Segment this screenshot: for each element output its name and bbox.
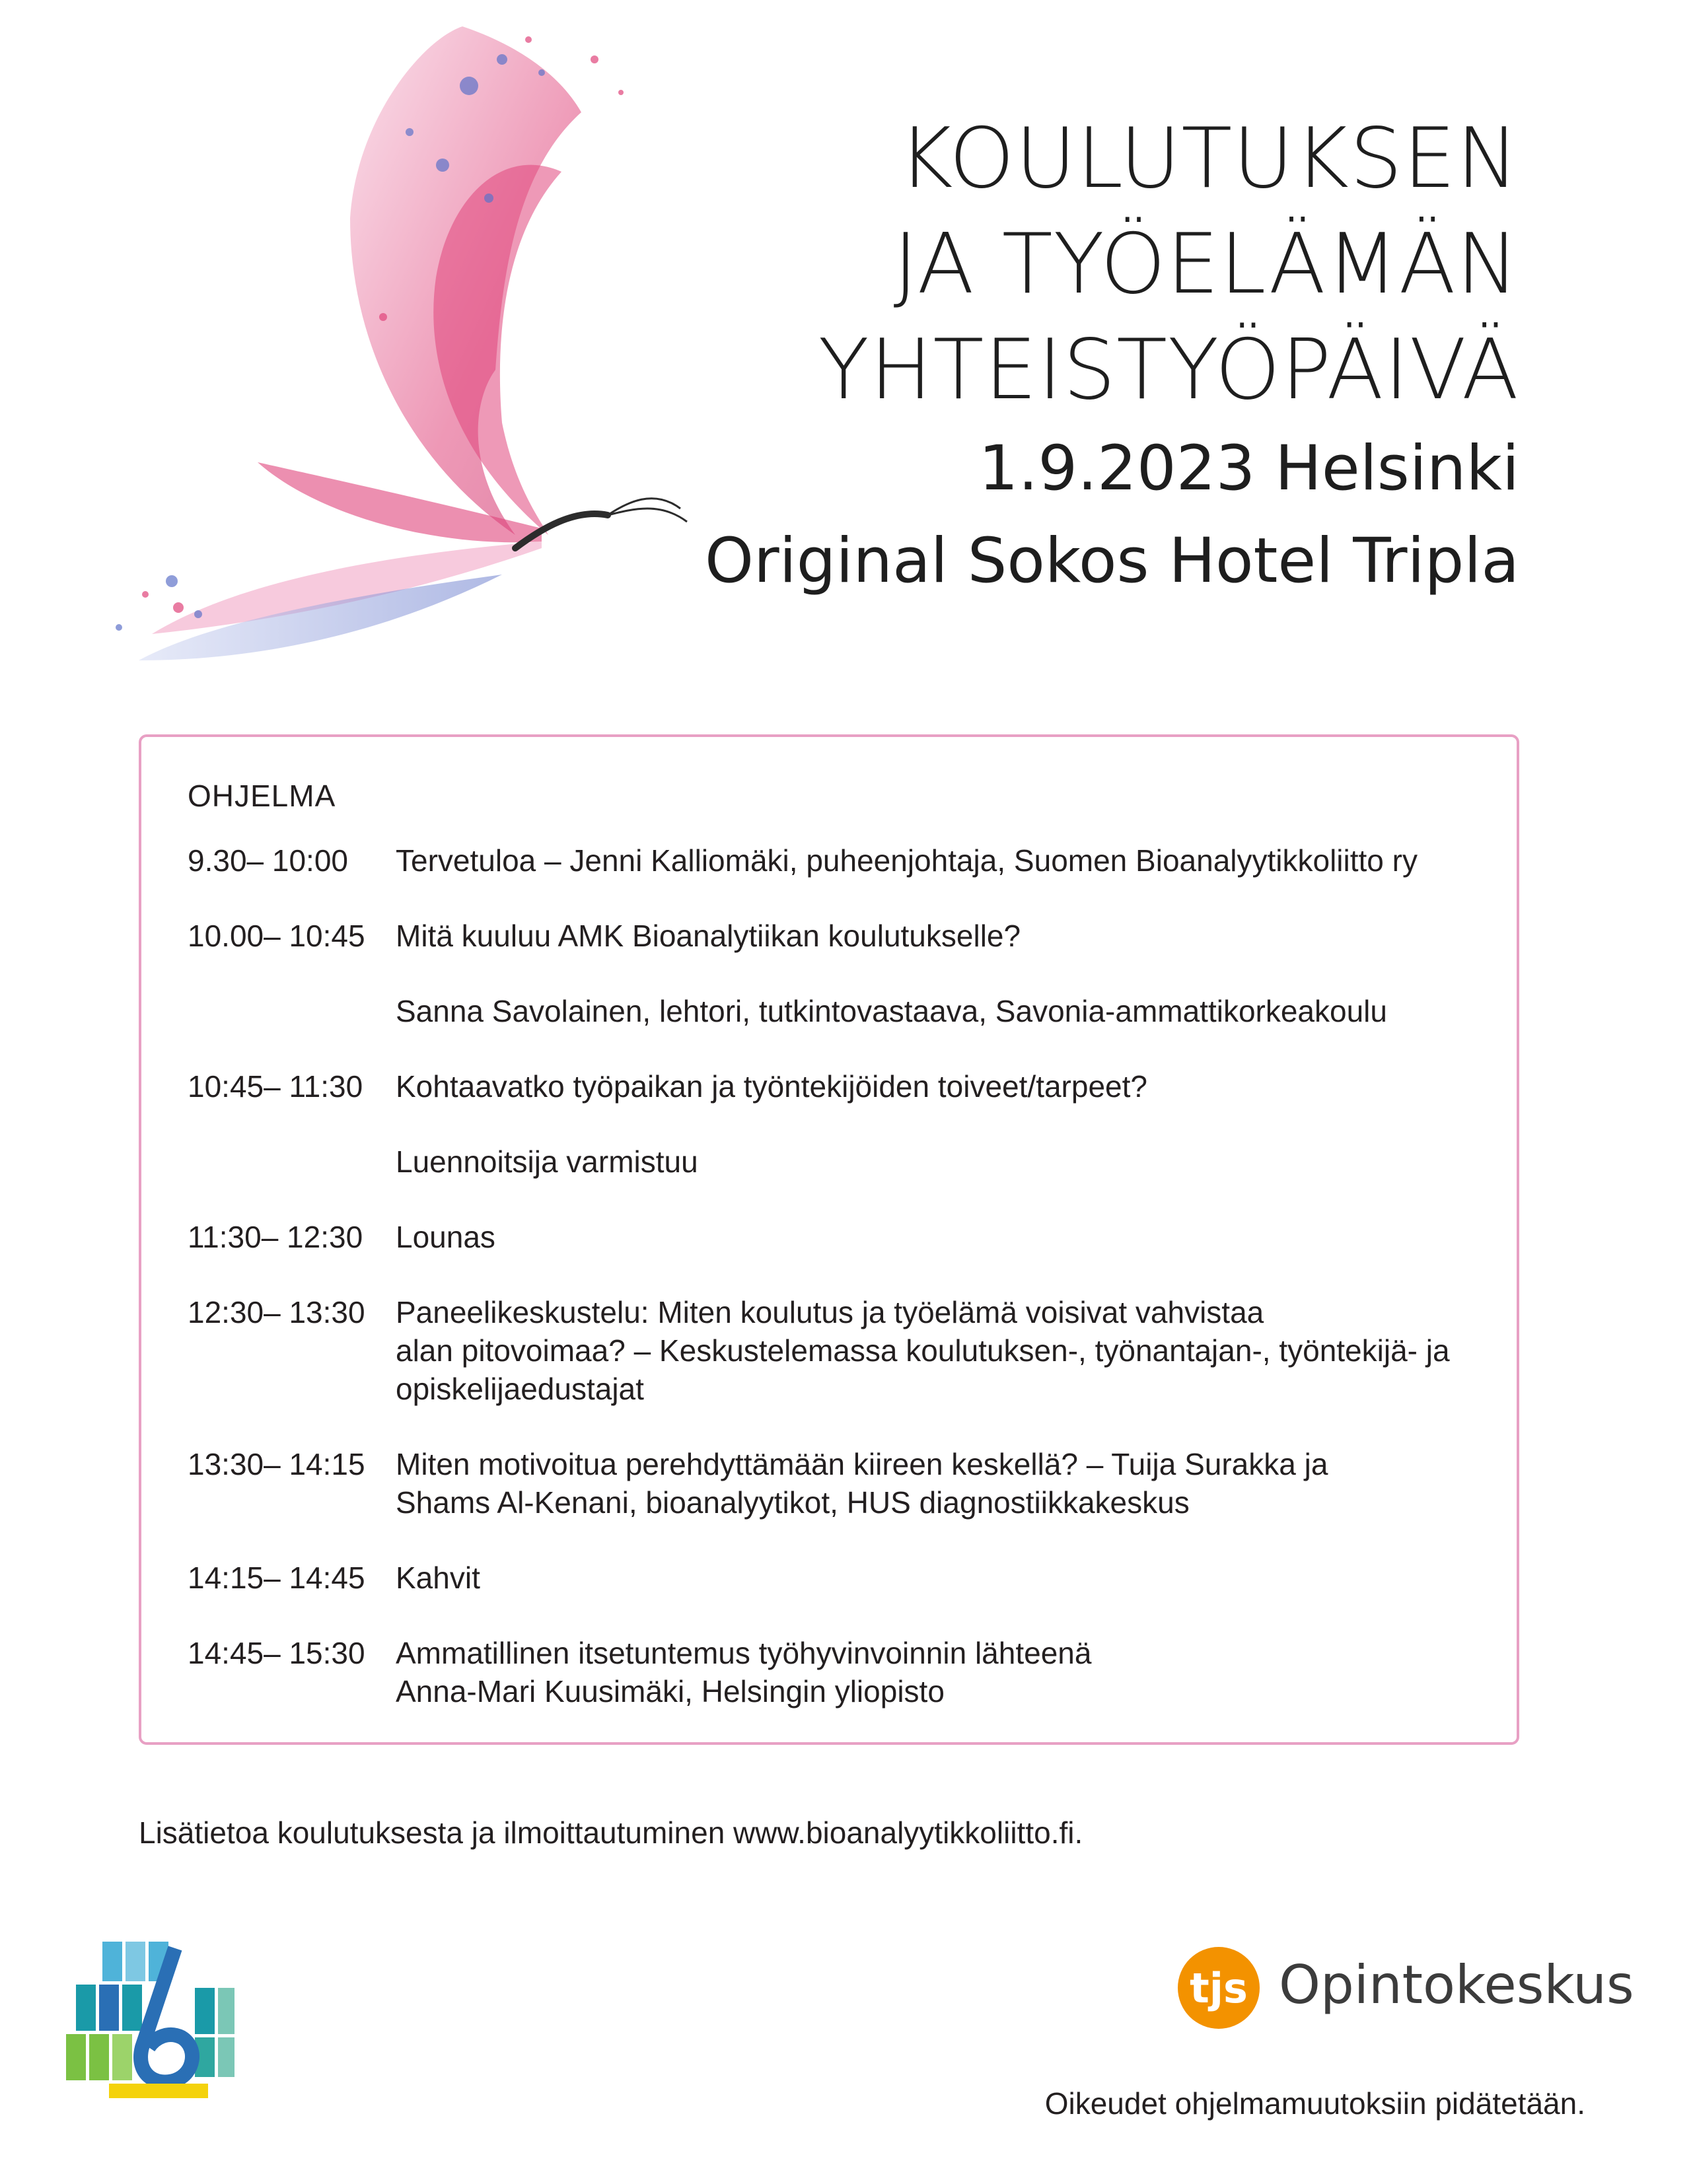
program-item-description	[396, 841, 1495, 880]
program-item-line: Mitä kuuluu AMK Bioanalytiikan koulutukselle?	[396, 919, 1021, 953]
event-title-line-3: YHTEISTYÖPÄIVÄ	[818, 321, 1519, 418]
program-item-time: 10.00– 10:45	[188, 919, 365, 953]
program-item-description	[396, 1067, 1495, 1181]
program-item-line: alan pitovoimaa? – Keskustelemassa koulutuksen-, työnantajan-, työntekijä- ja	[396, 1333, 1450, 1368]
program-item-line: Ammatillinen itsetuntemus työhyvinvoinnin lähteenä	[396, 1636, 1092, 1670]
program-item	[188, 841, 1495, 880]
program-item-description	[396, 1218, 1495, 1256]
program-item-line: Kahvit	[396, 1561, 480, 1595]
program-item-description	[396, 1559, 1495, 1597]
program-item-description	[396, 1634, 1495, 1710]
program-item	[188, 1634, 1495, 1710]
program-item	[188, 1293, 1495, 1408]
program-item-description	[396, 1445, 1495, 1522]
program-item-time: 9.30– 10:00	[188, 843, 349, 878]
program-item-speaker: Sanna Savolainen, lehtori, tutkintovastaava, Savonia-ammattikorkeakoulu	[396, 994, 1387, 1028]
info-text: Lisätietoa koulutuksesta ja ilmoittautuminen www.bioanalyytikkoliitto.fi.	[139, 1815, 1083, 1850]
program-item	[188, 1067, 1495, 1181]
program-item	[188, 917, 1495, 1030]
program-item-time: 13:30– 14:15	[188, 1447, 365, 1481]
opintokeskus-logo	[1169, 1932, 1634, 2037]
program-item-speaker: Luennoitsija varmistuu	[396, 1145, 698, 1179]
watercolor-butterfly-illustration	[40, 0, 700, 713]
program-list	[188, 841, 1495, 1747]
tjs-logo-icon	[1169, 1935, 1268, 2034]
program-item-line: opiskelijaedustajat	[396, 1372, 644, 1406]
program-item-line: Tervetuloa – Jenni Kalliomäki, puheenjohtaja, Suomen Bioanalyytikkoliitto ry	[396, 843, 1418, 878]
program-item-line: Miten motivoitua perehdyttämään kiireen keskellä? – Tuija Surakka ja	[396, 1447, 1328, 1481]
svg-text:tjs: tjs	[1190, 1964, 1248, 2012]
program-item-time: 12:30– 13:30	[188, 1295, 365, 1329]
program-item-time: 10:45– 11:30	[188, 1069, 363, 1104]
program-item-time: 14:45– 15:30	[188, 1636, 365, 1670]
program-item-description	[396, 917, 1495, 1030]
opintokeskus-text: Opintokeskus	[1279, 1954, 1634, 2016]
program-item-line: Shams Al-Kenani, bioanalyytikot, HUS diagnostiikkakeskus	[396, 1485, 1190, 1520]
event-date-place: 1.9.2023 Helsinki	[978, 433, 1519, 505]
program-item	[188, 1559, 1495, 1597]
program-heading: OHJELMA	[188, 779, 336, 813]
event-title-block	[705, 106, 1519, 608]
program-box	[139, 734, 1519, 1745]
bioanalyytikkoliitto-logo-icon	[63, 1928, 241, 2107]
event-title-line-2: JA TYÖELÄMÄN	[893, 215, 1519, 312]
program-item-line: Anna-Mari Kuusimäki, Helsingin yliopisto	[396, 1674, 945, 1708]
disclaimer-text: Oikeudet ohjelmamuutoksiin pidätetään.	[1044, 2086, 1585, 2121]
event-title-line-1: KOULUTUKSEN	[898, 110, 1519, 207]
event-venue: Original Sokos Hotel Tripla	[705, 525, 1519, 597]
program-item-time: 14:15– 14:45	[188, 1561, 365, 1595]
program-item	[188, 1218, 1495, 1256]
program-item-line: Kohtaavatko työpaikan ja työntekijöiden toiveet/tarpeet?	[396, 1069, 1147, 1104]
program-item-description	[396, 1293, 1495, 1408]
program-item-line: Lounas	[396, 1220, 495, 1254]
program-item-line: Paneelikeskustelu: Miten koulutus ja työelämä voisivat vahvistaa	[396, 1295, 1264, 1329]
program-item	[188, 1445, 1495, 1522]
program-item-time: 11:30– 12:30	[188, 1220, 363, 1254]
